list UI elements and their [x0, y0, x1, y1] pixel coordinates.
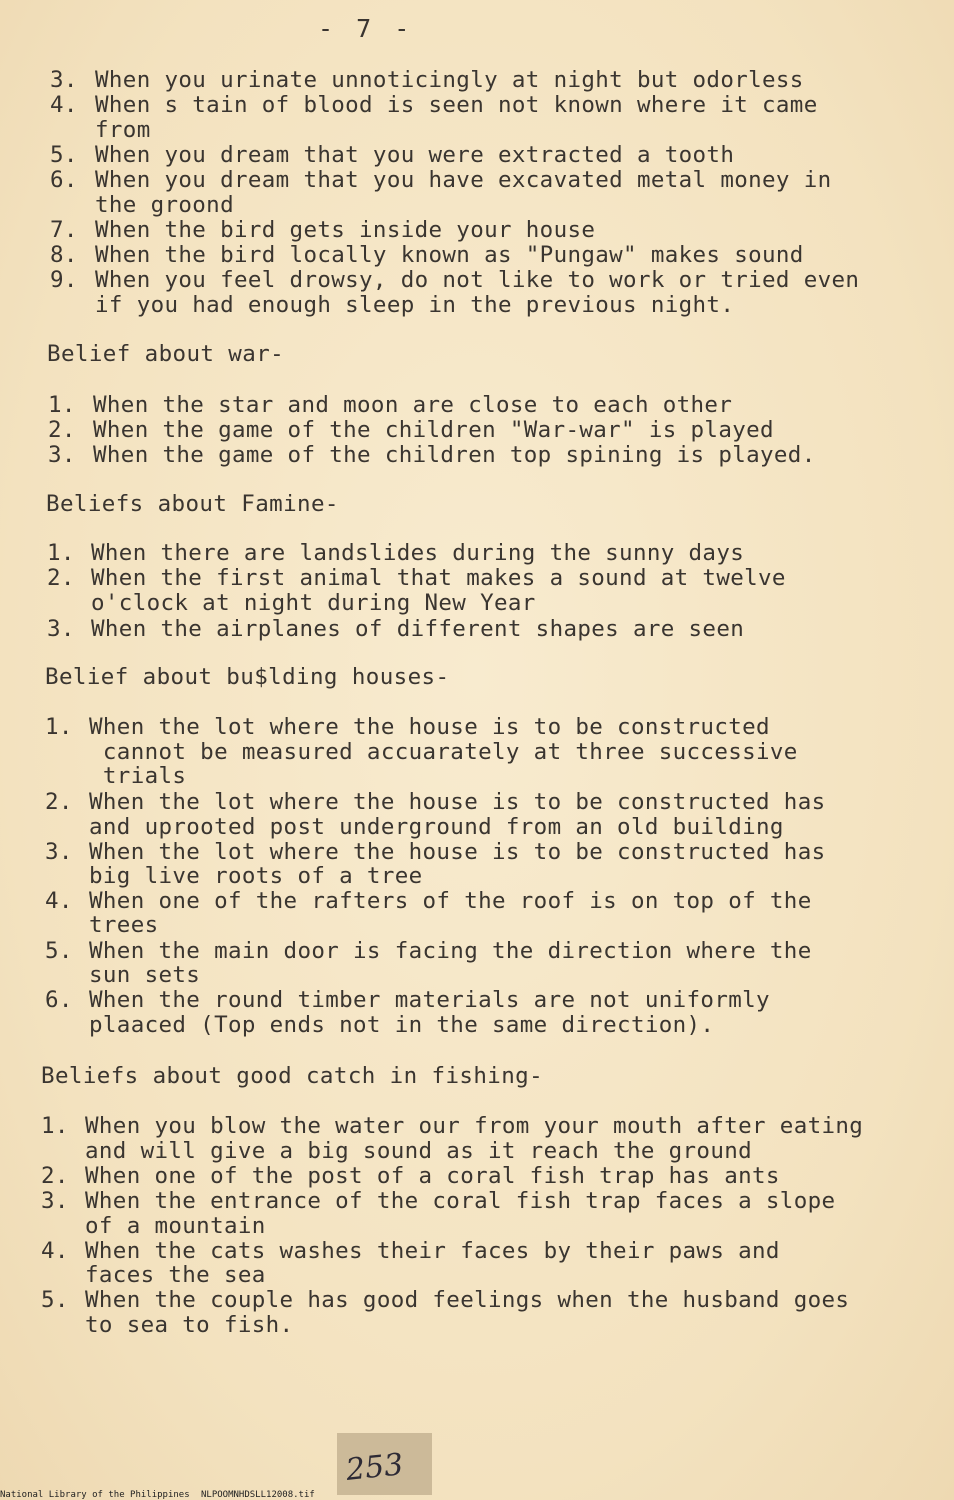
item-text: plaaced (Top ends not in the same direction). [89, 1012, 715, 1038]
item-text: When you blow the water our from your mouth after eating [85, 1113, 864, 1139]
footer-library: National Library of the Philippines [0, 1490, 190, 1500]
item-text: When the entrance of the coral fish trap faces a slope [85, 1188, 836, 1214]
item-text: cannot be measured accuarately at three successive [89, 739, 798, 765]
famine-heading: Beliefs about Famine- [46, 491, 339, 517]
item-text: When the lot where the house is to be constructed [89, 714, 770, 740]
item-number: 6. [45, 987, 73, 1013]
item-number: 1. [48, 392, 76, 418]
item-text: trees [89, 912, 159, 938]
item-text: the groond [95, 192, 234, 218]
item-text: faces the sea [85, 1262, 266, 1288]
item-number: 8. [50, 242, 78, 268]
item-number: 3. [45, 839, 73, 865]
item-number: 5. [41, 1287, 69, 1313]
item-number: 2. [47, 565, 75, 591]
item-number: 1. [47, 540, 75, 566]
item-number: 5. [50, 142, 78, 168]
item-text: When the lot where the house is to be constructed has [89, 789, 826, 815]
item-text: to sea to fish. [85, 1312, 294, 1338]
item-number: 4. [41, 1238, 69, 1264]
stamp-number: 253 [344, 1447, 405, 1488]
item-text: When you feel drowsy, do not like to work or tried even [95, 267, 860, 293]
item-text: and uprooted post underground from an old building [89, 814, 784, 840]
item-text: When you dream that you have excavated metal money in [95, 167, 832, 193]
item-text: sun sets [89, 962, 201, 988]
item-text: When the couple has good feelings when the husband goes [85, 1287, 850, 1313]
item-text: and will give a big sound as it reach the ground [85, 1138, 753, 1164]
item-number: 6. [50, 167, 78, 193]
item-number: 1. [41, 1113, 69, 1139]
item-text: When the round timber materials are not uniformly [89, 987, 770, 1013]
item-text: When the lot where the house is to be constructed has [89, 839, 826, 865]
item-text: from [95, 117, 151, 143]
item-number: 1. [45, 714, 73, 740]
item-text: When one of the post of a coral fish trap has ants [85, 1163, 780, 1189]
item-number: 2. [41, 1163, 69, 1189]
item-text: When the bird gets inside your house [95, 217, 596, 243]
item-number: 2. [45, 789, 73, 815]
item-number: 4. [50, 92, 78, 118]
item-text: When one of the rafters of the roof is on top of the [89, 888, 812, 914]
item-text: of a mountain [85, 1213, 266, 1239]
item-text: When the cats washes their faces by their paws and [85, 1238, 780, 1264]
item-number: 5. [45, 938, 73, 964]
item-text: When you dream that you were extracted a tooth [95, 142, 735, 168]
item-text: When s tain of blood is seen not known where it came [95, 92, 818, 118]
item-text: When there are landslides during the sunny days [91, 540, 745, 566]
item-text: big live roots of a tree [89, 863, 423, 889]
item-number: 3. [48, 442, 76, 468]
item-text: When the game of the children "War-war" is played [93, 417, 774, 443]
item-number: 3. [47, 616, 75, 642]
item-number: 9. [50, 267, 78, 293]
item-number: 2. [48, 417, 76, 443]
item-text: When the main door is facing the direction where the [89, 938, 812, 964]
houses-heading: Belief about bu$lding houses- [45, 664, 450, 690]
item-number: 7. [50, 217, 78, 243]
item-number: 3. [50, 67, 78, 93]
item-text: When you urinate unnoticingly at night but odorless [95, 67, 804, 93]
footer-filename: NLPOOMNHDSLL12008.tif [201, 1490, 315, 1500]
item-text: When the airplanes of different shapes are seen [91, 616, 745, 642]
item-text: When the game of the children top spining is played. [93, 442, 816, 468]
item-number: 3. [41, 1188, 69, 1214]
item-number: 4. [45, 888, 73, 914]
item-text: When the bird locally known as "Pungaw" makes sound [95, 242, 804, 268]
fishing-heading: Beliefs about good catch in fishing- [41, 1063, 544, 1089]
page-number: - 7 - [318, 14, 414, 43]
war-heading: Belief about war- [47, 341, 285, 367]
item-text: When the star and moon are close to each other [93, 392, 733, 418]
item-text: if you had enough sleep in the previous night. [95, 292, 735, 318]
item-text: o'clock at night during New Year [91, 590, 536, 616]
item-text: When the first animal that makes a sound at twelve [91, 565, 786, 591]
item-text: trials [89, 763, 187, 789]
